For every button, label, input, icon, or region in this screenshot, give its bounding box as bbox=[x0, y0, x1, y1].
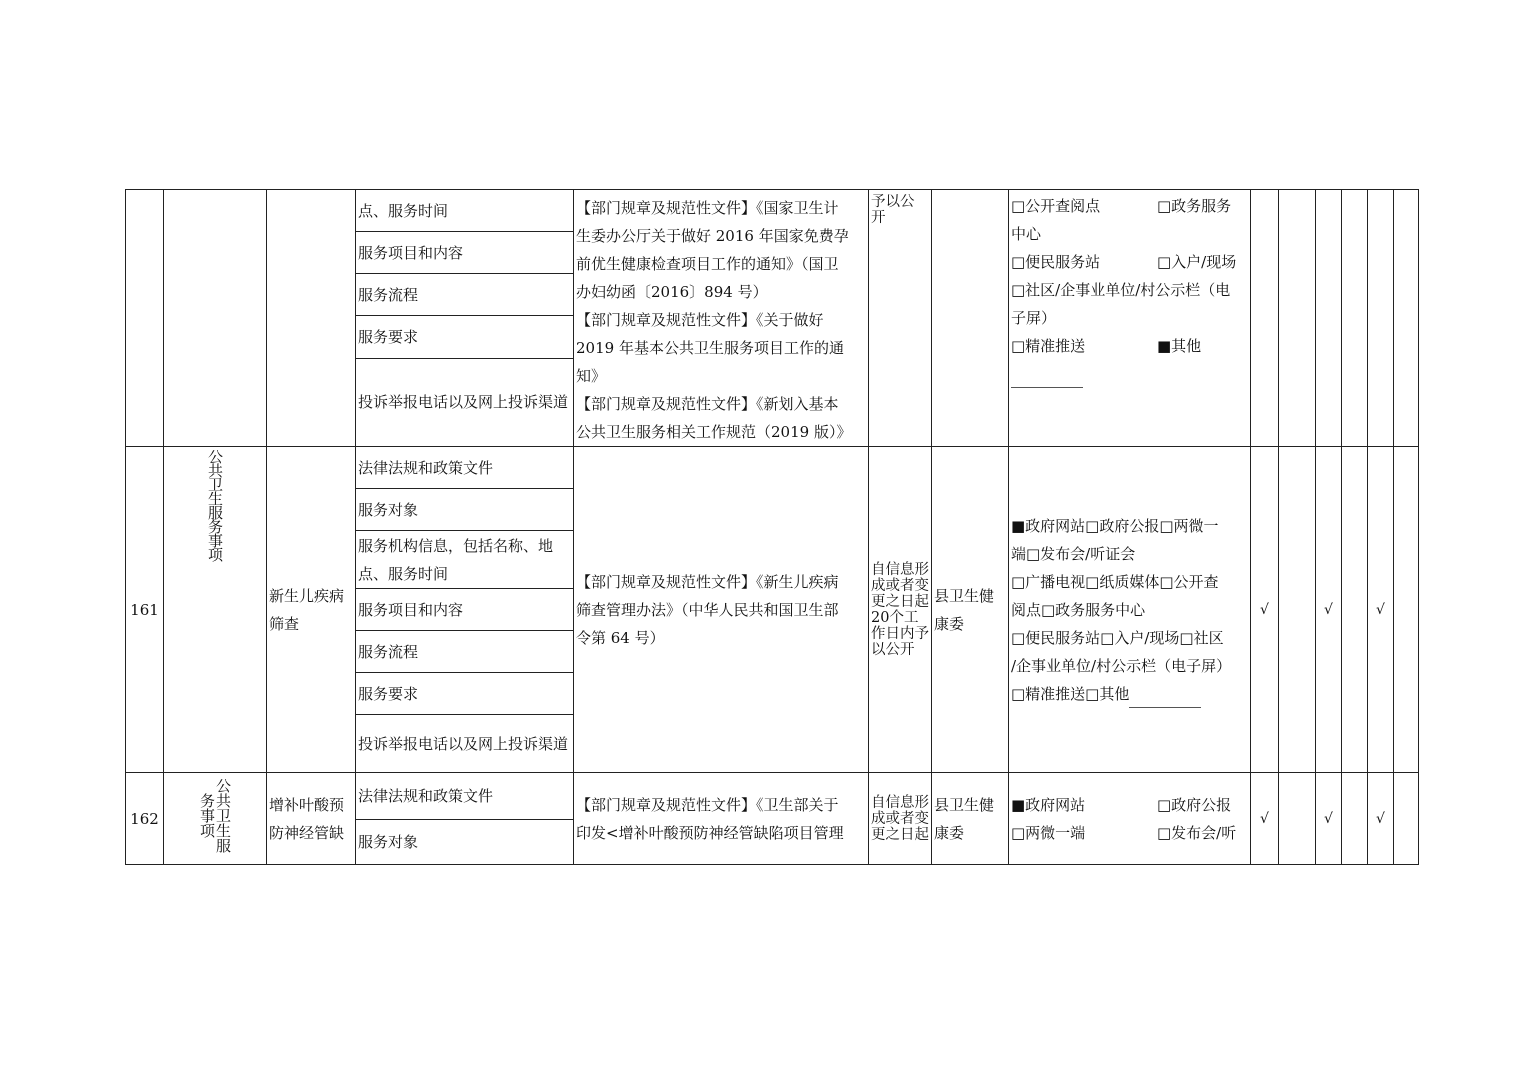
time-limit-cell bbox=[869, 447, 932, 773]
category-text: 公共卫生服务事项 bbox=[198, 777, 232, 853]
channel-option: □便民服务站□入户/现场□社区 bbox=[1011, 628, 1224, 647]
check-cell bbox=[1279, 190, 1316, 447]
channels-cell bbox=[1009, 190, 1251, 447]
table-row bbox=[126, 773, 1419, 820]
subject-cell bbox=[932, 447, 1009, 773]
channel-option: □公开查阅点 bbox=[1011, 197, 1101, 215]
basis-cell bbox=[574, 447, 869, 773]
content-item: 服务机构信息，包括名称、地点、服务时间 bbox=[356, 531, 574, 589]
no-cell: 161 bbox=[126, 447, 164, 773]
check-mark bbox=[1394, 447, 1419, 773]
subject-cell bbox=[932, 190, 1009, 447]
fill-blank bbox=[1129, 693, 1201, 708]
category-cell bbox=[164, 773, 267, 865]
check-mark bbox=[1342, 773, 1368, 865]
table-row bbox=[126, 190, 1419, 232]
basis-line: 办妇幼函〔2016〕894 号） bbox=[576, 283, 768, 301]
content-item: 服务对象 bbox=[356, 820, 574, 865]
channel-option: ■政府网站 bbox=[1011, 795, 1086, 814]
basis-line: 知》 bbox=[576, 367, 607, 385]
content-item: 服务要求 bbox=[356, 673, 574, 715]
fill-blank bbox=[1011, 373, 1083, 388]
time-limit-text: 自信息形成或者变更之日起 bbox=[871, 794, 929, 843]
content-item: 服务流程 bbox=[356, 631, 574, 673]
check-mark: √ bbox=[1316, 773, 1342, 865]
content-item: 服务项目和内容 bbox=[356, 232, 574, 274]
basis-line: 【部门规章及规范性文件】《关于做好 bbox=[576, 311, 824, 329]
content-item: 服务流程 bbox=[356, 274, 574, 316]
basis-line: 【部门规章及规范性文件】《新生儿疾病 bbox=[576, 572, 839, 591]
basis-line: 印发<增补叶酸预防神经管缺陷项目管理 bbox=[576, 823, 844, 842]
check-mark bbox=[1279, 773, 1316, 865]
channel-option: 阅点□政务服务中心 bbox=[1011, 600, 1146, 619]
time-limit-cell bbox=[869, 773, 932, 865]
item-cell bbox=[267, 773, 356, 865]
channel-option: ■其他 bbox=[1157, 337, 1202, 355]
check-cell bbox=[1342, 190, 1368, 447]
check-mark: √ bbox=[1368, 447, 1394, 773]
item-text: 增补叶酸预防神经管缺 bbox=[269, 795, 345, 842]
channel-option: 端□发布会/听证会 bbox=[1011, 544, 1136, 563]
channel-option: □便民服务站 bbox=[1011, 253, 1101, 271]
item-cell bbox=[267, 447, 356, 773]
basis-cell bbox=[574, 773, 869, 865]
time-limit-cell bbox=[869, 190, 932, 447]
check-mark bbox=[1342, 447, 1368, 773]
basis-line: 筛查管理办法》（中华人民共和国卫生部 bbox=[576, 600, 839, 619]
channel-option: □广播电视□纸质媒体□公开查 bbox=[1011, 572, 1219, 591]
basis-line: 【部门规章及规范性文件】《卫生部关于 bbox=[576, 795, 839, 814]
basis-line: 【部门规章及规范性文件】《新划入基本 bbox=[576, 395, 839, 413]
channel-option: /企事业单位/村公示栏（电子屏） bbox=[1011, 656, 1232, 675]
category-cell bbox=[164, 447, 267, 773]
check-mark bbox=[1394, 773, 1419, 865]
basis-line: 【部门规章及规范性文件】《国家卫生计 bbox=[576, 199, 839, 217]
content-item: 服务对象 bbox=[356, 489, 574, 531]
check-mark: √ bbox=[1316, 447, 1342, 773]
check-mark bbox=[1279, 447, 1316, 773]
basis-cell bbox=[574, 190, 869, 447]
item-text: 新生儿疾病筛查 bbox=[269, 586, 345, 633]
category-cell bbox=[164, 190, 267, 447]
disclosure-table bbox=[125, 189, 1419, 865]
channel-option: □发布会/听 bbox=[1157, 823, 1237, 842]
channels-cell bbox=[1009, 447, 1251, 773]
content-item: 投诉举报电话以及网上投诉渠道 bbox=[356, 358, 574, 446]
content-item: 服务项目和内容 bbox=[356, 589, 574, 631]
subject-text: 县卫生健康委 bbox=[934, 586, 995, 633]
check-mark: √ bbox=[1251, 447, 1279, 773]
content-item: 法律法规和政策文件 bbox=[356, 447, 574, 489]
subject-text: 县卫生健康委 bbox=[934, 795, 995, 842]
channel-option: □政务服务 bbox=[1157, 197, 1232, 215]
no-cell: 162 bbox=[126, 773, 164, 865]
check-cell bbox=[1316, 190, 1342, 447]
item-cell bbox=[267, 190, 356, 447]
check-cell bbox=[1394, 190, 1419, 447]
channel-option: □入户/现场 bbox=[1157, 253, 1237, 271]
basis-line: 前优生健康检查项目工作的通知》（国卫 bbox=[576, 255, 839, 273]
channel-option: 子屏） bbox=[1011, 309, 1057, 327]
channel-option: □社区/企事业单位/村公示栏（电 bbox=[1011, 281, 1231, 299]
check-cell bbox=[1368, 190, 1394, 447]
time-limit-text: 自信息形成或者变更之日起20个工作日内予以公开 bbox=[871, 561, 929, 658]
basis-line: 令第 64 号） bbox=[576, 628, 665, 647]
channel-option: □政府公报 bbox=[1157, 795, 1232, 814]
no-cell bbox=[126, 190, 164, 447]
channel-option: □精准推送 bbox=[1011, 337, 1086, 355]
content-item: 服务要求 bbox=[356, 316, 574, 358]
table-row bbox=[126, 447, 1419, 489]
subject-cell bbox=[932, 773, 1009, 865]
content-item: 点、服务时间 bbox=[356, 190, 574, 232]
content-item: 法律法规和政策文件 bbox=[356, 773, 574, 820]
content-item: 投诉举报电话以及网上投诉渠道 bbox=[356, 715, 574, 773]
time-limit-text: 予以公开 bbox=[871, 194, 915, 226]
channel-option: □两微一端 bbox=[1011, 823, 1086, 842]
channel-option: 中心 bbox=[1011, 225, 1042, 243]
check-cell bbox=[1251, 190, 1279, 447]
basis-line: 2019 年基本公共卫生服务项目工作的通 bbox=[576, 339, 844, 357]
channel-option: ■政府网站□政府公报□两微一 bbox=[1011, 516, 1219, 535]
basis-line: 生委办公厅关于做好 2016 年国家免费孕 bbox=[576, 227, 849, 245]
basis-line: 公共卫生服务相关工作规范（2019 版）》 bbox=[576, 423, 852, 441]
check-mark: √ bbox=[1368, 773, 1394, 865]
check-mark: √ bbox=[1251, 773, 1279, 865]
category-text: 公共卫生服务事项 bbox=[206, 449, 224, 561]
channel-option: □精准推送□其他 bbox=[1011, 684, 1130, 703]
channels-cell bbox=[1009, 773, 1251, 865]
